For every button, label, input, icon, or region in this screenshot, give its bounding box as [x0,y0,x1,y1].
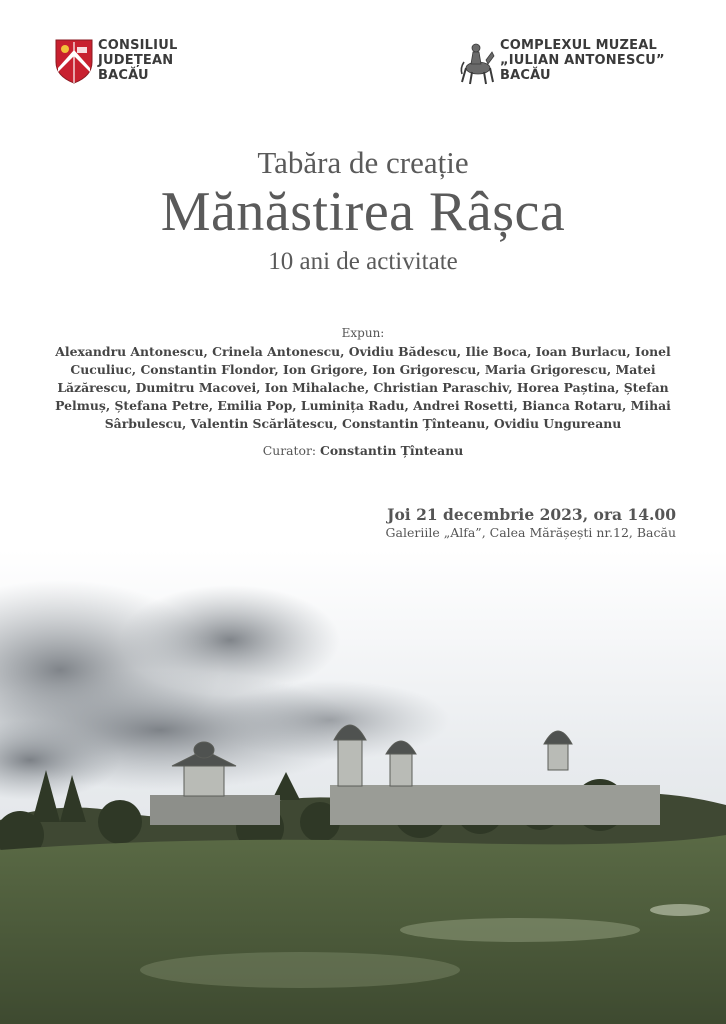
museum-line-2: „IULIAN ANTONESCU” [500,53,665,68]
event-location: Galeriile „Alfa”, Calea Mărășești nr.12, Bacău [385,525,676,540]
muzeu-logo [458,38,665,86]
council-name [98,38,177,83]
event-date: Joi 21 decembrie 2023, ora 14.00 [387,505,676,524]
event-title: Mănăstirea Râșca [160,181,566,243]
museum-line-1: COMPLEXUL MUZEAL [500,38,657,53]
monastery-photo [0,550,726,1024]
council-line-1: CONSILIUL [98,38,178,53]
exhibitors-line: Pelmuș, Ștefana Petre, Emilia Pop, Luminița Radu, Andrei Rosetti, Bianca Rotaru, Mihai [55,398,671,413]
exhibitors-label: Expun: [341,326,385,340]
exhibitors-list [40,343,686,433]
event-tagline: 10 ani de activitate [268,248,458,275]
county-crest-icon [54,38,94,84]
curator-label: Curator: [262,443,317,458]
curator-name: Constantin Țînteanu [320,443,464,458]
consiliul-judetean-logo [54,38,177,84]
museum-name [500,38,665,83]
event-subtitle: Tabăra de creație [257,145,469,180]
exhibitors-line: Cuculiuc, Constantin Flondor, Ion Grigore, Ion Grigorescu, Maria Grigorescu, Matei [70,362,656,377]
exhibitors-line: Alexandru Antonescu, Crinela Antonescu, Ovidiu Bădescu, Ilie Boca, Ioan Burlacu, Ionel [55,344,671,359]
exhibitors-line: Sârbulescu, Valentin Scărlătescu, Constantin Țînteanu, Ovidiu Ungureanu [104,416,622,431]
museum-line-3: BACĂU [500,68,551,83]
council-line-3: BACĂU [98,68,149,83]
curator-line [40,443,686,458]
rider-statue-icon [458,38,496,86]
exhibitors-line: Lăzărescu, Dumitru Macovei, Ion Mihalache, Christian Paraschiv, Horea Paștina, Ștefan [57,380,669,395]
council-line-2: JUDEȚEAN [98,53,174,68]
